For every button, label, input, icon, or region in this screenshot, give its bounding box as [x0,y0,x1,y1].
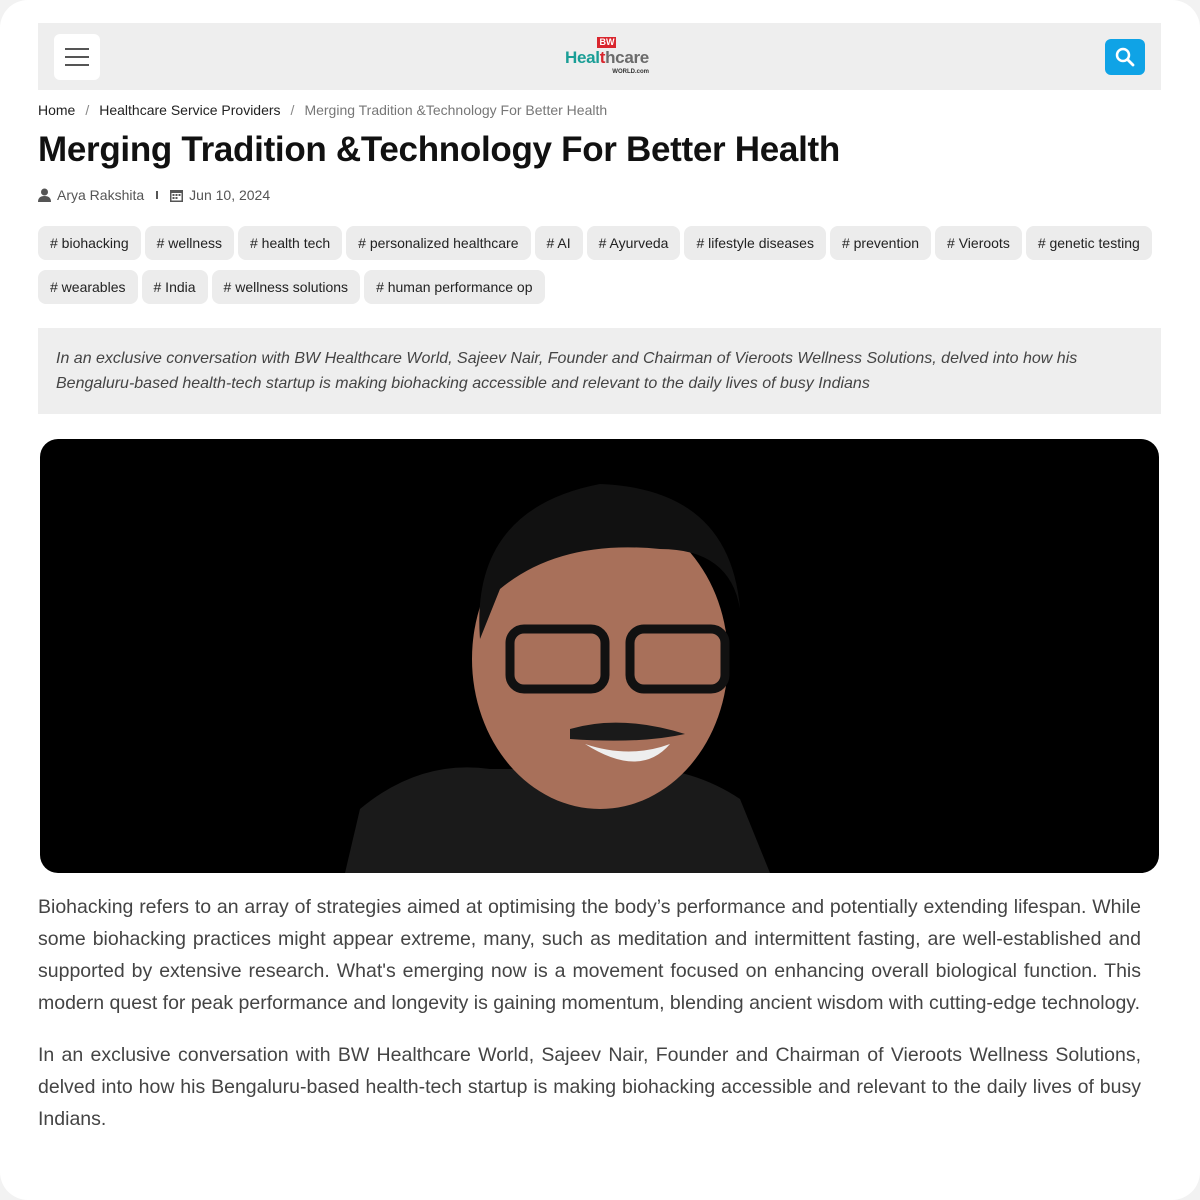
paragraph: Biohacking refers to an array of strategies aimed at optimising the body’s performance and potentially extending lifespan. While some biohacking practices might appear extreme, many, such as meditation and intermittent fasting, are well-established and supported by extensive research. What's emerging now is a movement focused on enhancing overall biological function. This modern quest for peak performance and longevity is gaining momentum, blending ancient wisdom with cutting-edge technology. [38,896,1141,1014]
breadcrumb-current: Merging Tradition &Technology For Better Health [304,102,608,118]
tag[interactable]: # health tech [238,226,342,260]
article-summary: In an exclusive conversation with BW Healthcare World, Sajeev Nair, Founder and Chairman of Vieroots Wellness Solutions, delved into how his Bengaluru-based health-tech startup is making biohacking accessible and relevant to the daily lives of busy Indians [38,328,1161,414]
portrait-image [40,439,1159,873]
logo-part: Heal [565,48,600,67]
site-logo[interactable] [565,35,649,76]
publish-date: Jun 10, 2024 [189,187,271,203]
calendar-icon [170,188,183,202]
tag[interactable]: # prevention [830,226,931,260]
tag[interactable]: # lifestyle diseases [684,226,826,260]
breadcrumb-separator: / [290,102,295,118]
tag[interactable]: # AI [535,226,583,260]
tag[interactable]: # Ayurveda [587,226,681,260]
paragraph: In an exclusive conversation with BW Healthcare World, Sajeev Nair, Founder and Chairman of Vieroots Wellness Solutions, delved into how his Bengaluru-based health-tech startup is making biohacking accessible and relevant to the daily lives of busy Indians. [38,1044,1141,1130]
user-icon [38,188,51,202]
search-icon [1115,47,1135,67]
search-button[interactable] [1105,39,1145,75]
article-meta [38,186,1161,204]
article [38,100,1161,1155]
breadcrumb-home[interactable]: Home [38,102,76,118]
tag[interactable]: # Vieroots [935,226,1022,260]
author-name[interactable]: Arya Rakshita [57,187,145,203]
logo-part: hcare [605,48,649,67]
logo-bw: BW [599,37,615,47]
divider [156,191,158,199]
page-title: Merging Tradition &Technology For Better Health [38,130,840,169]
tag[interactable]: # India [142,270,208,304]
breadcrumb-section[interactable]: Healthcare Service Providers [99,102,281,118]
tag[interactable]: # human performance op [364,270,544,304]
logo-sub: WORLD.com [612,69,649,75]
article-hero-image [40,439,1159,873]
hamburger-menu-button[interactable] [54,34,100,80]
logo-part: t [599,48,606,67]
article-body [38,891,1141,1135]
tag[interactable]: # wellness [145,226,234,260]
tag-list [38,226,1161,304]
tag[interactable]: # genetic testing [1026,226,1152,260]
breadcrumb-separator: / [85,102,90,118]
tag[interactable]: # wellness solutions [212,270,361,304]
tag[interactable]: # personalized healthcare [346,226,530,260]
tag[interactable]: # wearables [38,270,138,304]
site-header [38,23,1161,90]
breadcrumb [38,100,1161,120]
tag[interactable]: # biohacking [38,226,141,260]
